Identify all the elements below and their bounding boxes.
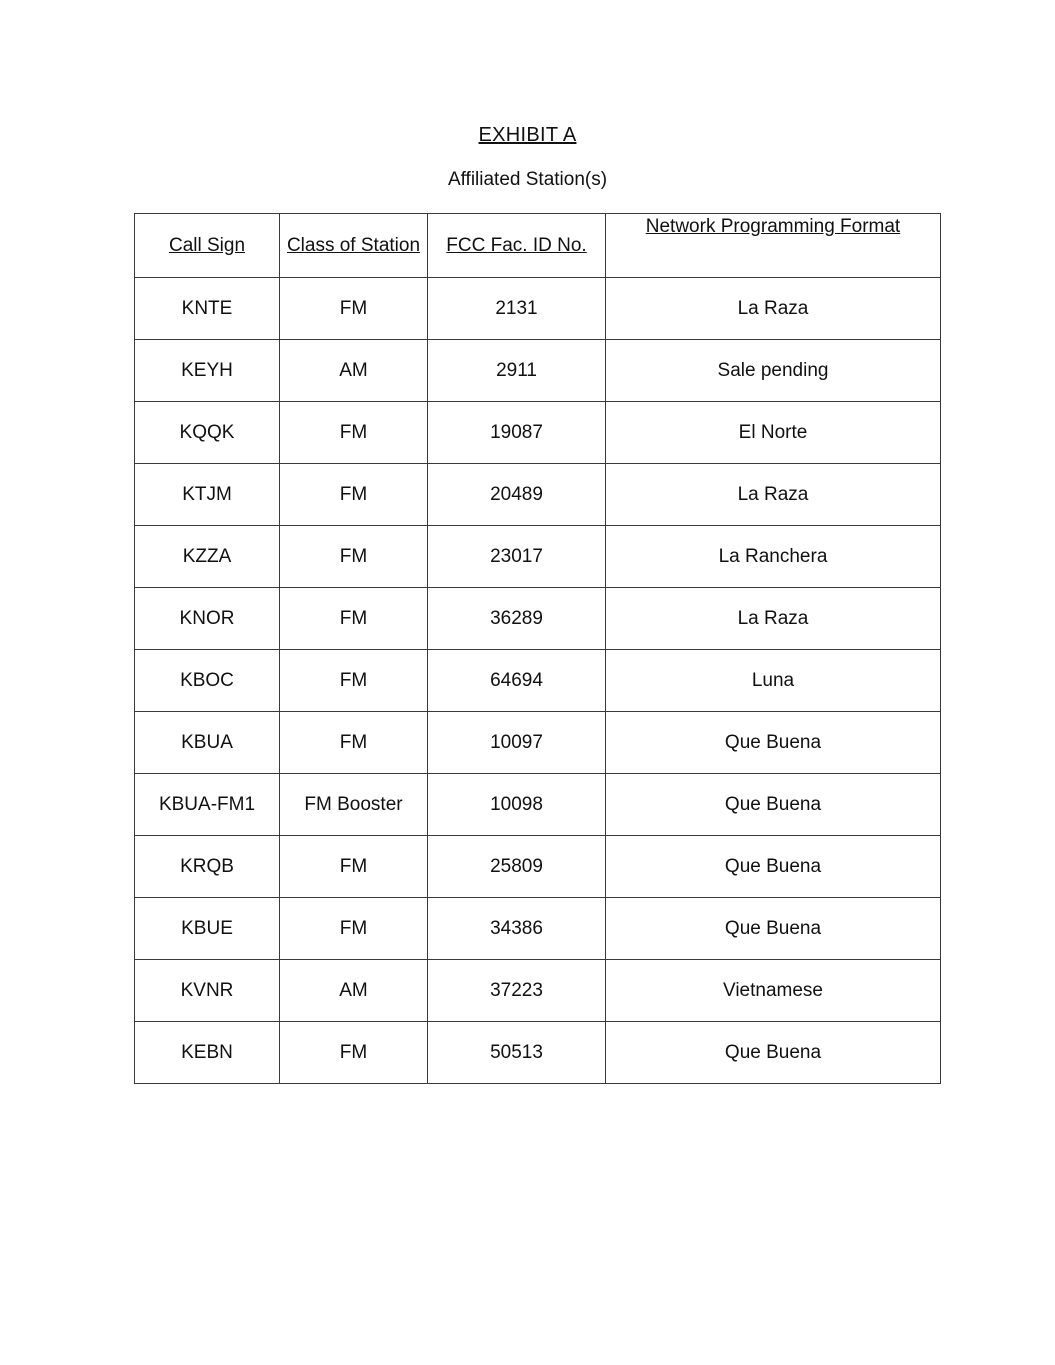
fcc-id-cell: 23017 <box>428 526 606 588</box>
fcc-id-cell: 36289 <box>428 588 606 650</box>
class-cell: FM Booster <box>280 774 428 836</box>
fcc-id-cell: 10098 <box>428 774 606 836</box>
table-body <box>135 278 941 1084</box>
format-cell: Sale pending <box>606 340 941 402</box>
fcc-id-cell: 34386 <box>428 898 606 960</box>
header-call-sign: Call Sign <box>135 214 280 278</box>
fcc-id-cell: 25809 <box>428 836 606 898</box>
fcc-id-cell: 37223 <box>428 960 606 1022</box>
table-row <box>135 650 941 712</box>
table-row <box>135 774 941 836</box>
call-sign-cell: KRQB <box>135 836 280 898</box>
format-cell: Que Buena <box>606 898 941 960</box>
format-cell: La Raza <box>606 278 941 340</box>
class-cell: FM <box>280 464 428 526</box>
format-cell: Que Buena <box>606 1022 941 1084</box>
table-row <box>135 836 941 898</box>
call-sign-cell: KNOR <box>135 588 280 650</box>
format-cell: La Raza <box>606 464 941 526</box>
call-sign-cell: KEBN <box>135 1022 280 1084</box>
header-class-of-station: Class of Station <box>280 214 428 278</box>
class-cell: AM <box>280 340 428 402</box>
fcc-id-cell: 50513 <box>428 1022 606 1084</box>
table-row <box>135 402 941 464</box>
class-cell: FM <box>280 402 428 464</box>
call-sign-cell: KQQK <box>135 402 280 464</box>
class-cell: FM <box>280 898 428 960</box>
call-sign-cell: KBUA-FM1 <box>135 774 280 836</box>
header-fcc-fac-id: FCC Fac. ID No. <box>428 214 606 278</box>
call-sign-cell: KBUE <box>135 898 280 960</box>
class-cell: FM <box>280 1022 428 1084</box>
format-cell: Que Buena <box>606 836 941 898</box>
call-sign-cell: KBUA <box>135 712 280 774</box>
table-row <box>135 960 941 1022</box>
call-sign-cell: KTJM <box>135 464 280 526</box>
class-cell: FM <box>280 278 428 340</box>
fcc-id-cell: 20489 <box>428 464 606 526</box>
format-cell: Luna <box>606 650 941 712</box>
table-row <box>135 588 941 650</box>
table-row <box>135 1022 941 1084</box>
fcc-id-cell: 10097 <box>428 712 606 774</box>
fcc-id-cell: 19087 <box>428 402 606 464</box>
header-programming-format: Network Programming Format <box>606 214 941 278</box>
format-cell: El Norte <box>606 402 941 464</box>
table-row <box>135 712 941 774</box>
call-sign-cell: KVNR <box>135 960 280 1022</box>
format-cell: La Raza <box>606 588 941 650</box>
call-sign-cell: KBOC <box>135 650 280 712</box>
exhibit-title: EXHIBIT A <box>478 124 577 146</box>
format-cell: La Ranchera <box>606 526 941 588</box>
format-cell: Que Buena <box>606 774 941 836</box>
format-cell: Vietnamese <box>606 960 941 1022</box>
fcc-id-cell: 2911 <box>428 340 606 402</box>
class-cell: FM <box>280 712 428 774</box>
class-cell: FM <box>280 650 428 712</box>
exhibit-subtitle: Affiliated Station(s) <box>447 169 608 190</box>
table-header-row <box>135 214 941 278</box>
table-row <box>135 898 941 960</box>
format-cell: Que Buena <box>606 712 941 774</box>
class-cell: AM <box>280 960 428 1022</box>
table-row <box>135 526 941 588</box>
table-row <box>135 340 941 402</box>
class-cell: FM <box>280 588 428 650</box>
fcc-id-cell: 2131 <box>428 278 606 340</box>
call-sign-cell: KZZA <box>135 526 280 588</box>
class-cell: FM <box>280 526 428 588</box>
fcc-id-cell: 64694 <box>428 650 606 712</box>
table-row <box>135 278 941 340</box>
call-sign-cell: KEYH <box>135 340 280 402</box>
table-row <box>135 464 941 526</box>
affiliated-stations-table <box>134 213 941 1084</box>
class-cell: FM <box>280 836 428 898</box>
call-sign-cell: KNTE <box>135 278 280 340</box>
